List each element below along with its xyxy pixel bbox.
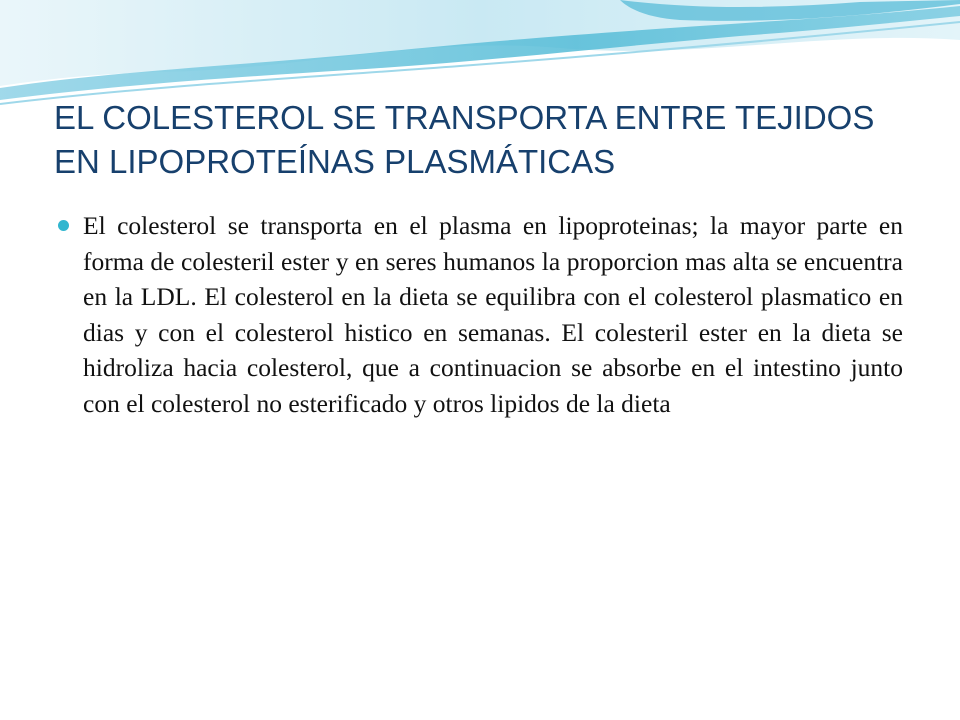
slide-title (54, 96, 914, 184)
bullet-dot-icon (58, 220, 69, 231)
title-line-1: EL COLESTEROL SE TRANSPORTA ENTRE TEJIDOS (54, 99, 875, 136)
title-line-2: EN LIPOPROTEÍNAS PLASMÁTICAS (54, 143, 616, 180)
bullet-text: El colesterol se transporta en el plasma en lipoproteinas; la mayor parte en forma de colesteril ester y en seres humanos la proporcion mas alta se encuentra en la LDL. El colesterol en la dieta se equilibra con el colesterol plasmatico en dias y con el colesterol histico en semanas. El colesteril ester en la dieta se hidroliza hacia colesterol, que a continuacion se absorbe en el intestino junto con el colesterol no esterificado y otros lipidos de la dieta (83, 211, 903, 418)
slide-body (58, 208, 904, 421)
bullet-item (58, 208, 904, 421)
